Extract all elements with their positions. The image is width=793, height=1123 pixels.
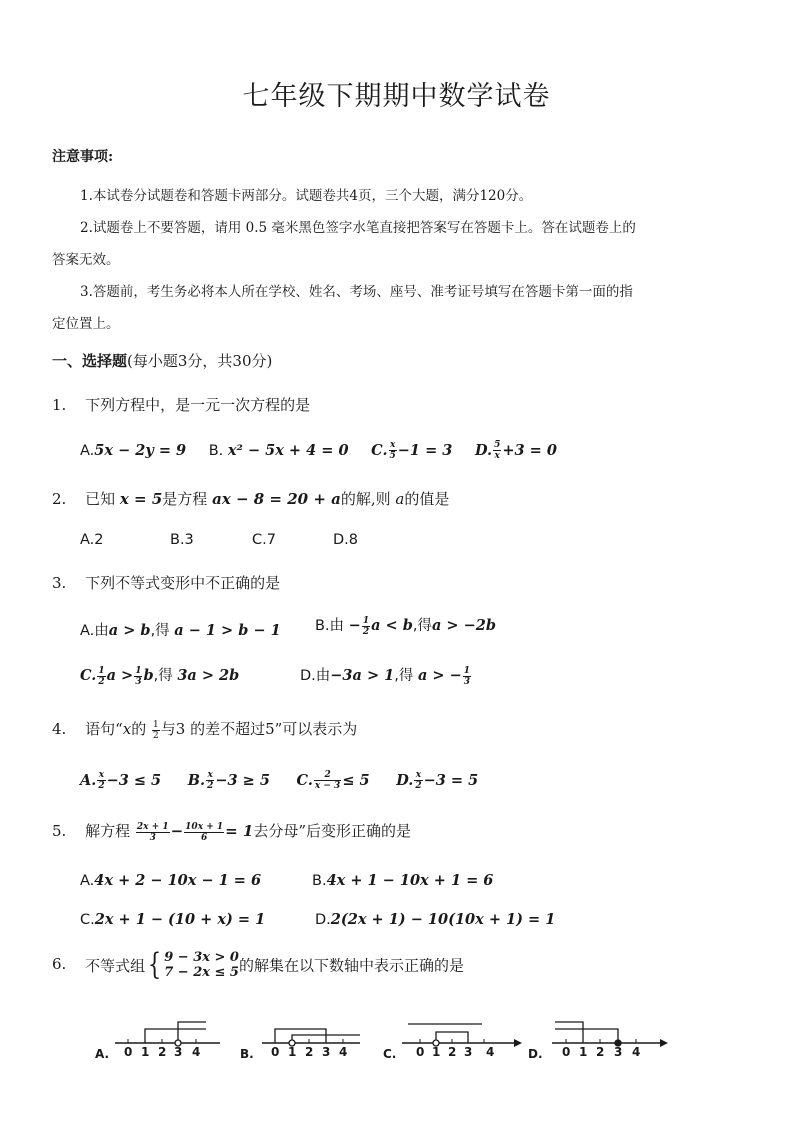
svg-text:0: 0	[271, 1045, 280, 1059]
section-title: 一、选择题	[52, 352, 128, 370]
svg-text:3: 3	[322, 1045, 331, 1059]
option-a: A.5x − 2y = 9	[80, 441, 187, 459]
option-a: A. $\frac{x}{2}$ −3 ≤ 5	[80, 770, 162, 791]
option-d-label: D.	[528, 1047, 543, 1061]
section-note: (每小题3分，共30分)	[127, 352, 273, 370]
question-6: 6. 不等式组{ 9 − 3x > 0 7 − 2x ≤ 5 的解集在以下数轴中表示正确的是	[52, 947, 464, 982]
option-c: C. $\frac{2}{x - 3}$ ≤ 5	[296, 770, 370, 791]
number-line-options	[90, 1012, 680, 1066]
question-number: 1.	[52, 396, 67, 414]
option-a-label: A.	[95, 1047, 110, 1061]
svg-text:4: 4	[486, 1045, 495, 1059]
question-3	[52, 572, 280, 593]
q3-option-d: D.由−3a > 1,得 a > − $\frac{1}{3}$	[300, 665, 471, 687]
question-5: 5. 解方程 $\frac{2x + 1}{3}$ − $\frac{10x + 1}{6}$ = 1去分母”后变形正确的是	[52, 821, 412, 843]
question-number: 3.	[52, 574, 67, 592]
q3-option-a: A.由a > b,得 a − 1 > b − 1	[80, 622, 281, 639]
q5-option-a: A.4x + 2 − 10x − 1 = 6	[80, 872, 262, 889]
svg-text:2: 2	[448, 1045, 457, 1059]
option-b: B. x² − 5x + 4 = 0	[208, 441, 349, 459]
q2-option-d: D.8	[333, 532, 358, 548]
q3-option-b: B.由 − $\frac{1}{2}$ a < b,得a > −2b	[315, 615, 497, 637]
question-stem: 下列方程中，是一元一次方程的是	[85, 396, 311, 414]
notice-item-3-cont: 定位置上。	[52, 316, 120, 332]
number-line-d	[528, 1022, 668, 1061]
svg-text:0: 0	[416, 1045, 425, 1059]
number-line-c	[383, 1024, 522, 1061]
svg-text:3: 3	[614, 1045, 623, 1059]
svg-text:4: 4	[632, 1045, 641, 1059]
q4-options	[80, 770, 478, 791]
q3-option-c: C. $\frac{1}{2}$ a > $\frac{1}{3}$ b,得 3a > 2b	[80, 665, 240, 687]
q2-option-c: C.7	[252, 532, 276, 548]
svg-text:2: 2	[305, 1045, 314, 1059]
option-d: D. $\frac{x}{2}$ −3 = 5	[396, 770, 479, 791]
option-d: D. $\frac{5}{x}$ +3 = 0	[474, 440, 557, 461]
svg-text:2: 2	[158, 1045, 167, 1059]
svg-text:0: 0	[562, 1045, 571, 1059]
notice-item-2-cont: 答案无效。	[52, 252, 120, 268]
question-number: 4.	[52, 720, 67, 738]
q5-option-b: B.4x + 1 − 10x + 1 = 6	[312, 872, 494, 889]
option-b-label: B.	[240, 1047, 254, 1061]
svg-text:4: 4	[192, 1045, 201, 1059]
brace-icon: {	[147, 947, 162, 982]
svg-text:2: 2	[596, 1045, 605, 1059]
svg-text:3: 3	[464, 1045, 473, 1059]
svg-text:0: 0	[124, 1045, 133, 1059]
svg-text:1: 1	[141, 1045, 150, 1059]
number-line-a	[95, 1022, 220, 1061]
notice-item-1: 1.本试卷分试题卷和答题卡两部分。试题卷共4页，三个大题，满分120分。	[80, 188, 533, 204]
question-2: 2. 已知 x = 5是方程 ax − 8 = 20 + a的解,则 a的值是	[52, 490, 450, 508]
notice-item-2: 2.试题卷上不要答题，请用 0.5 毫米黑色签字水笔直接把答案写在答题卡上。答在试题卷上的	[80, 220, 636, 236]
question-number: 6.	[52, 955, 67, 973]
q2-option-a: A.2	[80, 532, 104, 548]
q1-options	[80, 440, 557, 461]
question-stem: 下列不等式变形中不正确的是	[85, 574, 281, 592]
q5-option-d: D.2(2x + 1) − 10(10x + 1) = 1	[315, 911, 556, 928]
notice-heading: 注意事项:	[52, 149, 114, 165]
svg-text:1: 1	[432, 1045, 441, 1059]
question-number: 5.	[52, 822, 67, 840]
svg-text:3: 3	[174, 1045, 183, 1059]
page-title: 七年级下期期中数学试卷	[242, 81, 551, 112]
question-number: 2.	[52, 490, 67, 508]
question-4: 4. 语句“x的 $\frac{1}{2}$ 与3 的差不超过5”可以表示为	[52, 719, 358, 741]
svg-text:1: 1	[579, 1045, 588, 1059]
option-c-label: C.	[383, 1047, 397, 1061]
q5-option-c: C.2x + 1 − (10 + x) = 1	[80, 911, 266, 928]
notice-item-3: 3.答题前，考生务必将本人所在学校、姓名、考场、座号、准考证号填写在答题卡第一面的指	[80, 284, 633, 300]
option-b: B. $\frac{x}{2}$ −3 ≥ 5	[187, 770, 270, 791]
number-line-b	[240, 1029, 360, 1061]
svg-text:4: 4	[339, 1045, 348, 1059]
section-1-heading	[52, 350, 272, 371]
svg-text:1: 1	[288, 1045, 297, 1059]
question-1	[52, 394, 310, 415]
inequality-system: 9 − 3x > 0 7 − 2x ≤ 5	[164, 950, 239, 980]
option-c: C. $\frac{x}{5}$ −1 = 3	[371, 440, 453, 461]
q2-option-b: B.3	[170, 532, 194, 548]
